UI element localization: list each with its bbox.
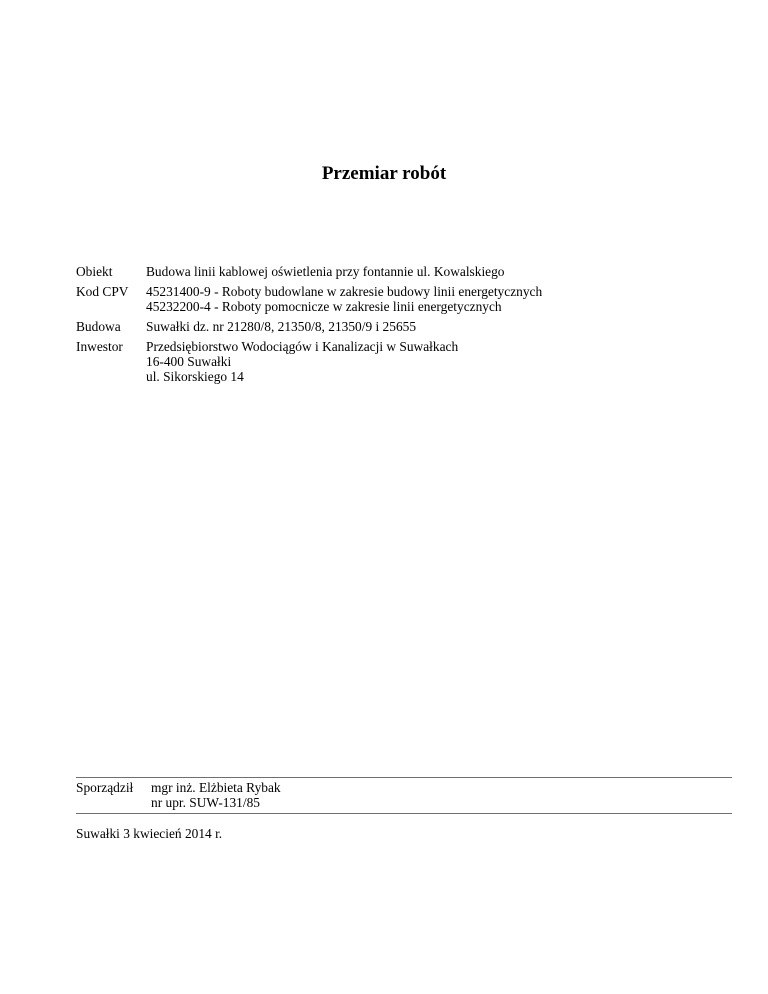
info-row-object bbox=[76, 264, 542, 279]
prepared-by-name: mgr inż. Elżbieta Rybak bbox=[151, 780, 281, 795]
info-row-site bbox=[76, 319, 542, 334]
cpv-line: 45231400-9 - Roboty budowlane w zakresie budowy linii energetycznych bbox=[146, 284, 543, 299]
document-title: Przemiar robót bbox=[321, 163, 447, 184]
prepared-by-label: Sporządził bbox=[76, 780, 134, 795]
investor-values bbox=[146, 339, 458, 384]
divider-top bbox=[76, 777, 732, 778]
prepared-by-values bbox=[151, 780, 281, 810]
object-value: Budowa linii kablowej oświetlenia przy fontannie ul. Kowalskiego bbox=[146, 264, 505, 279]
prepared-by-block bbox=[76, 780, 281, 810]
cpv-label: Kod CPV bbox=[76, 284, 129, 299]
site-value: Suwałki dz. nr 21280/8, 21350/8, 21350/9 i 25655 bbox=[146, 319, 417, 334]
cpv-values bbox=[146, 284, 542, 314]
object-label: Obiekt bbox=[76, 264, 113, 279]
investor-label: Inwestor bbox=[76, 339, 123, 354]
cpv-line: 45232200-4 - Roboty pomocnicze w zakresie linii energetycznych bbox=[146, 299, 502, 314]
prepared-by-license: nr upr. SUW-131/85 bbox=[151, 795, 260, 810]
project-info bbox=[76, 264, 542, 389]
investor-line: 16-400 Suwałki bbox=[146, 354, 232, 369]
place-and-date: Suwałki 3 kwiecień 2014 r. bbox=[76, 826, 223, 841]
site-label: Budowa bbox=[76, 319, 121, 334]
investor-line: Przedsiębiorstwo Wodociągów i Kanalizacji w Suwałkach bbox=[146, 339, 459, 354]
divider-bottom bbox=[76, 813, 732, 814]
site-values bbox=[146, 319, 416, 334]
investor-line: ul. Sikorskiego 14 bbox=[146, 369, 244, 384]
info-row-investor bbox=[76, 339, 542, 384]
object-values bbox=[146, 264, 505, 279]
info-row-cpv bbox=[76, 284, 542, 314]
